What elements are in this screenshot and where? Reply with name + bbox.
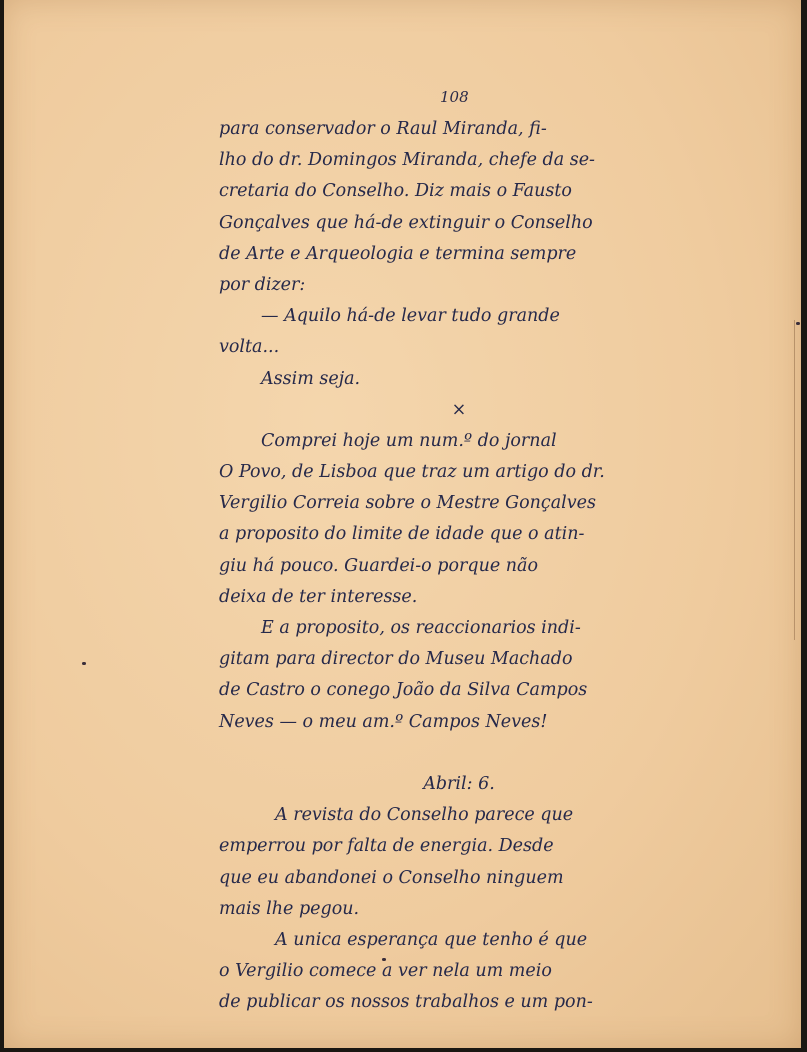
- text-line: E a proposito, os reaccionarios indi-: [261, 618, 581, 638]
- page-edge-crease: [794, 320, 801, 640]
- text-line: Neves — o meu am.º Campos Neves!: [219, 711, 548, 732]
- handwritten-text-block: [219, 114, 699, 1018]
- page-number: 108: [440, 88, 469, 106]
- text-line: de Arte e Arqueologia e termina sempre: [219, 243, 577, 264]
- ink-spot: [82, 662, 86, 665]
- text-line: que eu abandonei o Conselho ninguem: [219, 867, 564, 888]
- text-line: o Vergilio comece a ver nela um meio: [219, 961, 552, 982]
- text-line: mais lhe pegou.: [219, 898, 360, 919]
- text-line: de Castro o conego João da Silva Campos: [219, 680, 588, 701]
- text-line: por dizer:: [219, 274, 306, 295]
- text-line: [219, 738, 699, 769]
- text-line: emperrou por falta de energia. Desde: [219, 836, 554, 857]
- text-line: Vergilio Correia sobre o Mestre Gonçalves: [219, 493, 596, 514]
- ink-spot: [382, 958, 386, 961]
- text-line: ×: [451, 399, 467, 420]
- text-line: Abril: 6.: [423, 773, 495, 794]
- text-line: — Aquilo há-de levar tudo grande: [261, 306, 560, 327]
- text-line: a proposito do limite de idade que o atin-: [219, 524, 585, 545]
- text-line: lho do dr. Domingos Miranda, chefe da se-: [219, 150, 595, 171]
- text-line: A unica esperança que tenho é que: [275, 929, 588, 950]
- text-line: para conservador o Raul Miranda, fi-: [219, 119, 547, 139]
- text-line: Comprei hoje um num.º do jornal: [261, 430, 557, 451]
- text-line: Gonçalves que há-de extinguir o Conselho: [219, 212, 593, 233]
- text-line: O Povo, de Lisboa que traz um artigo do dr.: [219, 462, 605, 483]
- text-line: Assim seja.: [261, 368, 361, 389]
- manuscript-page: [4, 0, 801, 1048]
- text-line: de publicar os nossos trabalhos e um pon-: [219, 992, 593, 1013]
- text-line: deixa de ter interesse.: [219, 586, 418, 607]
- ink-spot: [796, 322, 800, 325]
- text-line: volta...: [219, 337, 280, 358]
- text-line: giu há pouco. Guardei-o porque não: [219, 555, 539, 576]
- text-line: cretaria do Conselho. Diz mais o Fausto: [219, 181, 572, 202]
- text-line: gitam para director do Museu Machado: [219, 649, 573, 670]
- text-line: A revista do Conselho parece que: [275, 805, 574, 826]
